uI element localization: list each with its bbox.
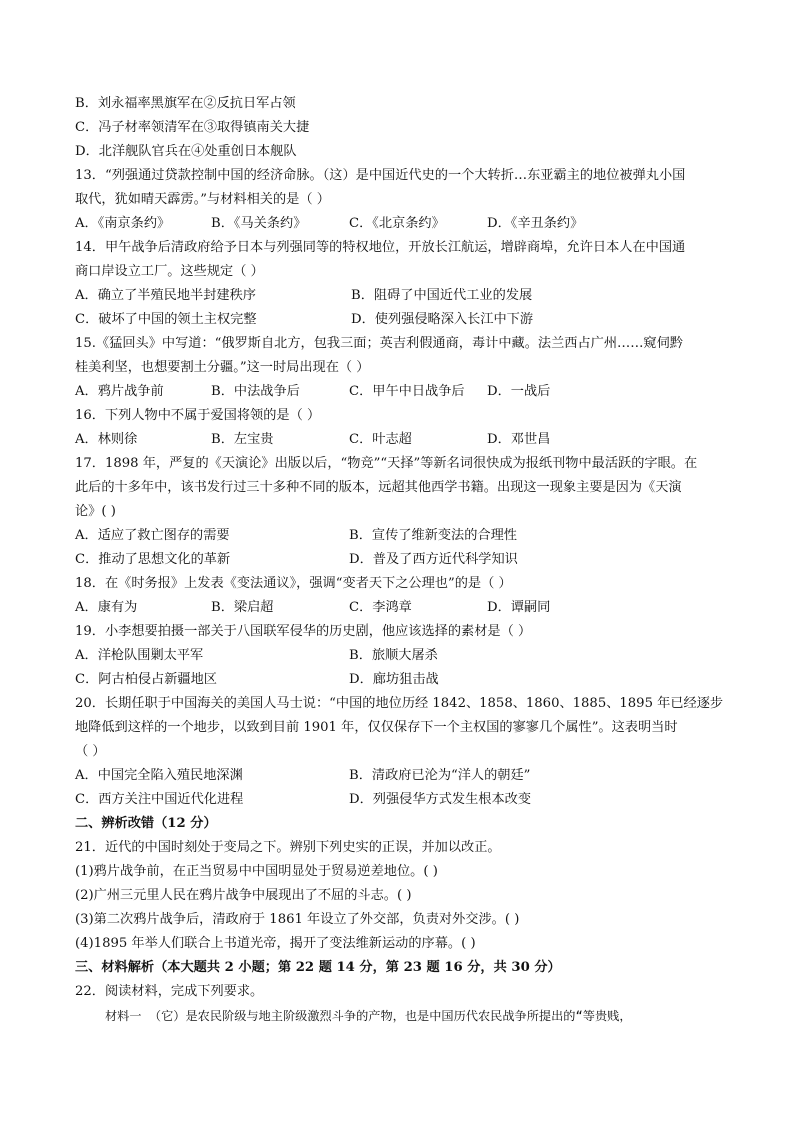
q17-stem-line1: 17．1898 年，严复的《天演论》出版以后，“物竞”“天择”等新名词很快成为报纸刊物中最活跃的字眼。在 bbox=[75, 456, 698, 471]
q18-option-b: B．梁启超 bbox=[211, 600, 274, 615]
q20-option-b: B．清政府已沦为“洋人的朝廷” bbox=[349, 768, 531, 783]
q15-stem-line2: 桂美利坚，也想要割土分疆。”这一时局出现在（ ） bbox=[75, 360, 370, 375]
q13-option-a: A．《南京条约》 bbox=[75, 216, 171, 231]
q18-option-a: A．康有为 bbox=[75, 600, 138, 615]
q22-stem: 22．阅读材料，完成下列要求。 bbox=[75, 984, 264, 999]
q18-option-c: C．李鸿章 bbox=[349, 600, 412, 615]
q21-item-3: (3)第二次鸦片战争后，清政府于 1861 年设立了外交部，负责对外交涉。( ) bbox=[75, 912, 520, 927]
q13-option-c: C．《北京条约》 bbox=[349, 216, 445, 231]
q21-stem: 21．近代的中国时刻处于变局之下。辨别下列史实的正误，并加以改正。 bbox=[75, 840, 501, 855]
section2-heading: 二、辨析改错（12 分） bbox=[75, 816, 217, 831]
q13-option-b: B．《马关条约》 bbox=[211, 216, 307, 231]
q16-option-a: A．林则徐 bbox=[75, 432, 138, 447]
q17-stem-line3: 论》( ) bbox=[75, 504, 116, 519]
q18-stem: 18．在《时务报》上发表《变法通议》，强调“变者天下之公理也”的是（ ） bbox=[75, 576, 512, 591]
q21-item-2: (2)广州三元里人民在鸦片战争中展现出了不屈的斗志。( ) bbox=[75, 888, 412, 903]
q21-item-1: (1)鸦片战争前，在正当贸易中中国明显处于贸易逆差地位。( ) bbox=[75, 864, 438, 879]
q13-stem-line2: 取代，犹如晴天霹雳。”与材料相关的是（ ） bbox=[75, 192, 330, 207]
q20-stem-line1: 20．长期任职于中国海关的美国人马士说：“中国的地位历经 1842、1858、1860、1885、1895 年已经逐步 bbox=[75, 696, 724, 711]
q14-option-a: A．确立了半殖民地半封建秩序 bbox=[75, 288, 256, 303]
q15-stem-line1: 15.《猛回头》中写道：“俄罗斯自北方，包我三面；英吉利假通商，毒计中藏。法兰西占广州……窥伺黔 bbox=[75, 336, 683, 351]
q13-stem-line1: 13．“列强通过贷款控制中国的经济命脉。（这）是中国近代史的一个大转折…东亚霸主的地位被弹丸小国 bbox=[75, 168, 686, 183]
q17-stem-line2: 此后的十多年中，该书发行过三十多种不同的版本，远超其他西学书籍。出现这一现象主要是因为《天演 bbox=[75, 480, 682, 495]
q18-option-d: D．谭嗣同 bbox=[487, 600, 551, 615]
q14-option-b: B．阻碍了中国近代工业的发展 bbox=[351, 288, 533, 303]
q17-option-a: A．适应了救亡图存的需要 bbox=[75, 528, 230, 543]
q14-stem-line1: 14．甲午战争后清政府给予日本与列强同等的特权地位，开放长江航运，增辟商埠，允许日本人在中国通 bbox=[75, 240, 686, 255]
q20-stem-line2: 地降低到这样的一个地步，以致到目前 1901 年，仅仅保存下一个主权国的寥寥几个属性”。这表明当时 bbox=[75, 720, 678, 735]
q16-option-b: B．左宝贵 bbox=[211, 432, 274, 447]
q13-option-d: D．《辛丑条约》 bbox=[487, 216, 584, 231]
q22-material-1: 材料一 （它）是农民阶级与地主阶级激烈斗争的产物，也是中国历代农民战争所提出的“等贵贱， bbox=[105, 1009, 632, 1023]
q16-option-c: C．叶志超 bbox=[349, 432, 412, 447]
q19-option-d: D．廊坊狙击战 bbox=[349, 672, 439, 687]
q20-option-d: D．列强侵华方式发生根本改变 bbox=[349, 792, 532, 807]
q15-option-a: A．鸦片战争前 bbox=[75, 384, 164, 399]
q14-stem-line2: 商口岸设立工厂。这些规定（ ） bbox=[75, 264, 264, 279]
q12-option-d: D．北洋舰队官兵在④处重创日本舰队 bbox=[75, 144, 297, 159]
q19-option-c: C．阿古柏侵占新疆地区 bbox=[75, 672, 217, 687]
q16-option-d: D．邓世昌 bbox=[487, 432, 551, 447]
q15-option-b: B．中法战争后 bbox=[211, 384, 300, 399]
q15-option-d: D．一战后 bbox=[487, 384, 551, 399]
q17-option-c: C．推动了思想文化的革新 bbox=[75, 552, 231, 567]
q12-option-c: C．冯子材率领清军在③取得镇南关大捷 bbox=[75, 120, 310, 135]
q15-option-c: C．甲午中日战争后 bbox=[349, 384, 465, 399]
q20-option-c: C．西方关注中国近代化进程 bbox=[75, 792, 244, 807]
q19-stem: 19．小李想要拍摄一部关于八国联军侵华的历史剧，他应该选择的素材是（ ） bbox=[75, 624, 532, 639]
q16-stem: 16．下列人物中不属于爱国将领的是（ ） bbox=[75, 408, 321, 423]
q14-option-c: C．破坏了中国的领土主权完整 bbox=[75, 312, 257, 327]
q19-option-b: B．旅顺大屠杀 bbox=[349, 648, 438, 663]
q17-option-d: D．普及了西方近代科学知识 bbox=[349, 552, 518, 567]
section3-heading: 三、材料解析（本大题共 2 小题；第 22 题 14 分，第 23 题 16 分，共 30 分） bbox=[75, 960, 561, 975]
q12-option-b: B．刘永福率黑旗军在②反抗日军占领 bbox=[75, 96, 296, 111]
q17-option-b: B．宣传了维新变法的合理性 bbox=[349, 528, 517, 543]
q14-option-d: D．使列强侵略深入长江中下游 bbox=[351, 312, 534, 327]
q20-stem-line3: （ ） bbox=[75, 744, 106, 759]
q20-option-a: A．中国完全陷入殖民地深渊 bbox=[75, 768, 243, 783]
q19-option-a: A．洋枪队围剿太平军 bbox=[75, 648, 204, 663]
q21-item-4: (4)1895 年举人们联合上书道光帝，揭开了变法维新运动的序幕。( ) bbox=[75, 936, 476, 951]
